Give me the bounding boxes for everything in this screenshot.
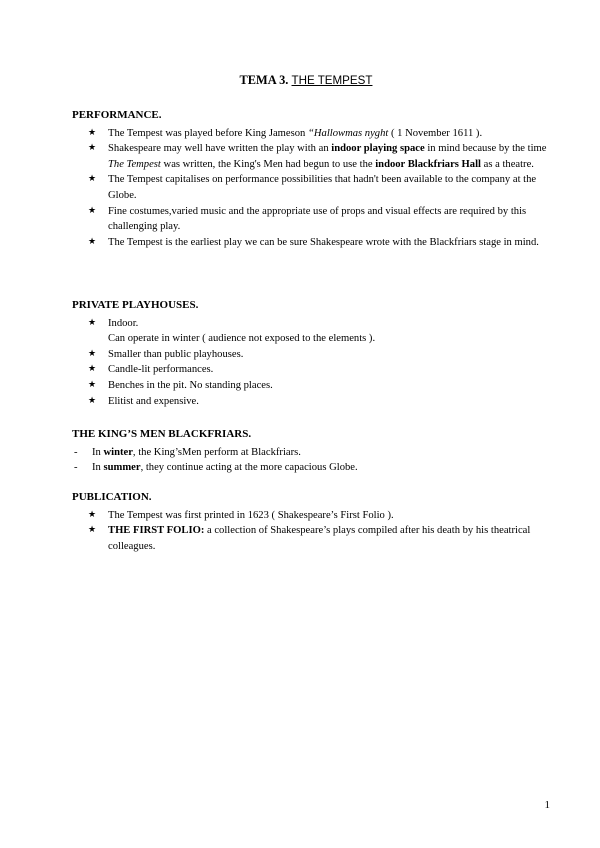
text-run: Shakespeare may well have written the play with an xyxy=(108,143,332,155)
list-item xyxy=(72,347,552,363)
text-run: The Tempest was played before King Jameson xyxy=(108,127,308,139)
list-item xyxy=(72,172,552,203)
text-run: summer xyxy=(103,462,141,474)
star-bullet-icon: ★ xyxy=(88,127,97,138)
star-bullet-icon: ★ xyxy=(88,525,97,536)
text-run: Smaller than public playhouses. xyxy=(108,348,244,360)
text-run: a collection of Shakespeare’s plays compiled after his death by his theatrical colleagues. xyxy=(108,525,531,552)
star-bullet-icon: ★ xyxy=(88,236,97,247)
list-item xyxy=(72,204,552,235)
section-performance xyxy=(72,108,552,250)
text-run: as a theatre. xyxy=(480,158,534,170)
text-run: , the King’sMen perform at Blackfriars. xyxy=(132,446,301,458)
text-run: Elitist and expensive. xyxy=(108,395,199,407)
text-run: The Tempest xyxy=(108,158,161,170)
dash-bullet: - xyxy=(74,462,78,474)
title-prefix: TEMA 3. xyxy=(239,73,289,87)
list-item xyxy=(72,508,552,524)
section-private-playhouses xyxy=(72,298,552,409)
text-run: Fine costumes,varied music and the appropriate use of props and visual effects are required by this challenging play. xyxy=(108,205,527,233)
text-run: , they continue acting at the more capacious Globe. xyxy=(140,462,358,474)
list-item xyxy=(72,394,552,410)
star-bullet-icon: ★ xyxy=(88,205,97,216)
list-item xyxy=(72,378,552,394)
title-main: THE TEMPEST xyxy=(291,74,373,87)
list-item xyxy=(72,141,552,172)
star-bullet-icon: ★ xyxy=(88,364,97,375)
text-run: The Tempest is the earliest play we can be sure Shakespeare wrote with the Blackfriars stage in mind. xyxy=(108,236,539,248)
list-item xyxy=(72,460,552,476)
text-run: indoor Blackfriars Hall xyxy=(375,158,481,170)
text-run: Can operate in winter ( audience not exposed to the elements ). xyxy=(108,333,376,345)
list-item xyxy=(72,523,552,554)
page-number: 1 xyxy=(544,799,550,811)
text-run: indoor playing space xyxy=(331,143,425,155)
star-bullet-icon: ★ xyxy=(88,395,97,406)
text-run: The Tempest was first printed in 1623 ( Shakespeare’s First Folio ). xyxy=(108,509,394,521)
document-title xyxy=(0,72,600,89)
list-item xyxy=(72,235,552,251)
bullet-list xyxy=(72,316,552,410)
text-run: The Tempest capitalises on performance possibilities that hadn't been available to the company at the Globe. xyxy=(108,174,537,201)
section-heading: PUBLICATION. xyxy=(72,491,152,503)
list-item xyxy=(72,445,552,461)
text-run: was written, the King's Men had begun to use the xyxy=(160,158,376,170)
section-heading: PERFORMANCE. xyxy=(72,109,162,121)
text-run: THE FIRST FOLIO: xyxy=(108,525,205,537)
bullet-list xyxy=(72,126,552,251)
dash-list xyxy=(72,445,552,476)
text-run: in mind because by the time xyxy=(424,143,547,155)
dash-bullet: - xyxy=(74,446,78,458)
list-item xyxy=(72,316,552,347)
text-run: Indoor. xyxy=(108,317,139,329)
text-run: “Hallowmas nyght xyxy=(308,127,389,139)
text-run: Benches in the pit. No standing places. xyxy=(108,379,273,391)
bullet-list xyxy=(72,508,552,555)
section-kings-men-blackfriars xyxy=(72,427,552,476)
text-run: In xyxy=(92,462,104,474)
section-heading: THE KING’S MEN BLACKFRIARS. xyxy=(72,428,252,440)
text-run: winter xyxy=(103,446,133,458)
list-item xyxy=(72,362,552,378)
star-bullet-icon: ★ xyxy=(88,379,97,390)
text-run: Candle-lit performances. xyxy=(108,364,214,376)
section-publication xyxy=(72,490,552,554)
section-heading: PRIVATE PLAYHOUSES. xyxy=(72,299,199,311)
text-run: In xyxy=(92,446,104,458)
text-run: ( 1 November 1611 ). xyxy=(388,127,483,139)
star-bullet-icon: ★ xyxy=(88,509,97,520)
star-bullet-icon: ★ xyxy=(88,348,97,359)
star-bullet-icon: ★ xyxy=(88,143,97,154)
list-item xyxy=(72,126,552,142)
star-bullet-icon: ★ xyxy=(88,317,97,328)
star-bullet-icon: ★ xyxy=(88,174,97,185)
